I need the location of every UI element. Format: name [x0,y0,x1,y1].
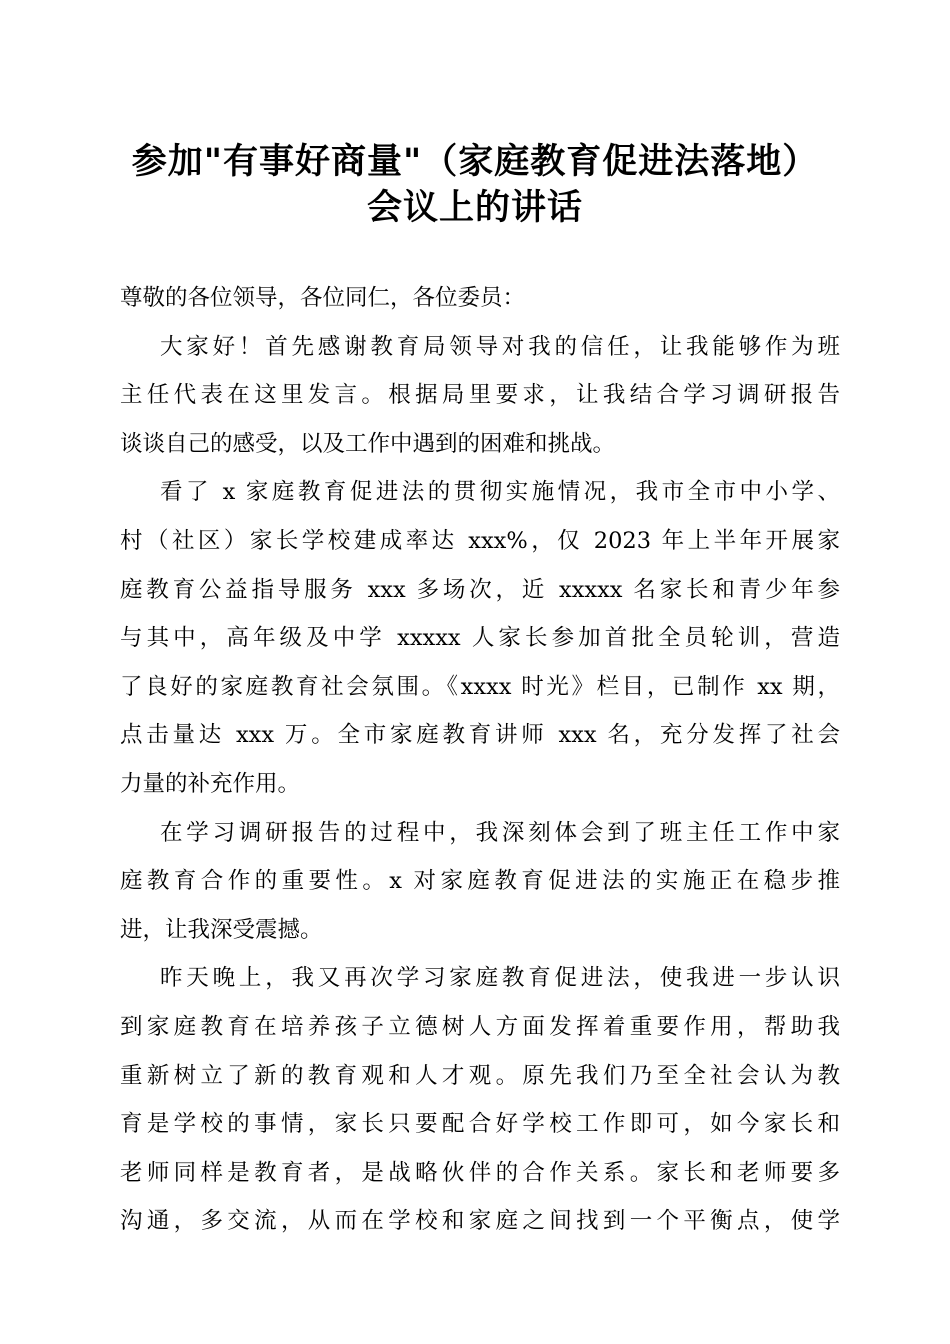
paragraph-line: 主任代表在这里发言。根据局里要求，让我结合学习调研报告 [120,382,840,409]
paragraph-line: 谈谈自己的感受，以及工作中遇到的困难和挑战。 [120,430,616,457]
paragraph-4 [120,954,840,1246]
paragraph-line: 到家庭教育在培养孩子立德树人方面发挥着重要作用，帮助我 [120,1013,840,1040]
paragraph-line: 庭教育合作的重要性。x 对家庭教育促进法的实施正在稳步推 [120,868,840,895]
paragraph-line: 村（社区）家长学校建成率达 xxx%，仅 2023 年上半年开展家 [120,527,840,554]
paragraph-2 [120,468,840,808]
document-title-line-2: 会议上的讲话 [366,187,583,228]
paragraph-line: 重新树立了新的教育观和人才观。原先我们乃至全社会认为教 [120,1062,840,1089]
paragraph-line: 与其中，高年级及中学 xxxxx 人家长参加首批全员轮训，营造 [120,625,840,652]
paragraph-line: 看了 x 家庭教育促进法的贯彻实施情况，我市全市中小学、 [160,479,840,506]
paragraph-line: 大家好！首先感谢教育局领导对我的信任，让我能够作为班 [160,333,840,360]
paragraph-line: 庭教育公益指导服务 xxx 多场次，近 xxxxx 名家长和青少年参 [120,576,840,603]
paragraph-line: 昨天晚上，我又再次学习家庭教育促进法，使我进一步认识 [160,965,840,992]
paragraph-line: 力量的补充作用。 [120,770,301,797]
document-body [120,274,840,1246]
paragraph-line: 进，让我深受震撼。 [120,916,323,943]
salutation: 尊敬的各位领导，各位同仁，各位委员： [120,285,526,311]
paragraph-1 [120,323,840,469]
paragraph-line: 老师同样是教育者，是战略伙伴的合作关系。家长和老师要多 [120,1159,840,1186]
paragraph-line: 育是学校的事情，家长只要配合好学校工作即可，如今家长和 [120,1111,840,1138]
paragraph-line: 了良好的家庭教育社会氛围。《xxxx 时光》栏目，已制作 xx 期， [120,673,840,700]
paragraph-line: 点击量达 xxx 万。全市家庭教育讲师 xxx 名，充分发挥了社会 [120,722,840,749]
document-title-line-1: 参加"有事好商量"（家庭教育促进法落地） [131,141,819,182]
paragraph-3 [120,809,840,955]
paragraph-line: 在学习调研报告的过程中，我深刻体会到了班主任工作中家 [160,819,840,846]
paragraph-line: 沟通，多交流，从而在学校和家庭之间找到一个平衡点，使学 [120,1208,840,1235]
